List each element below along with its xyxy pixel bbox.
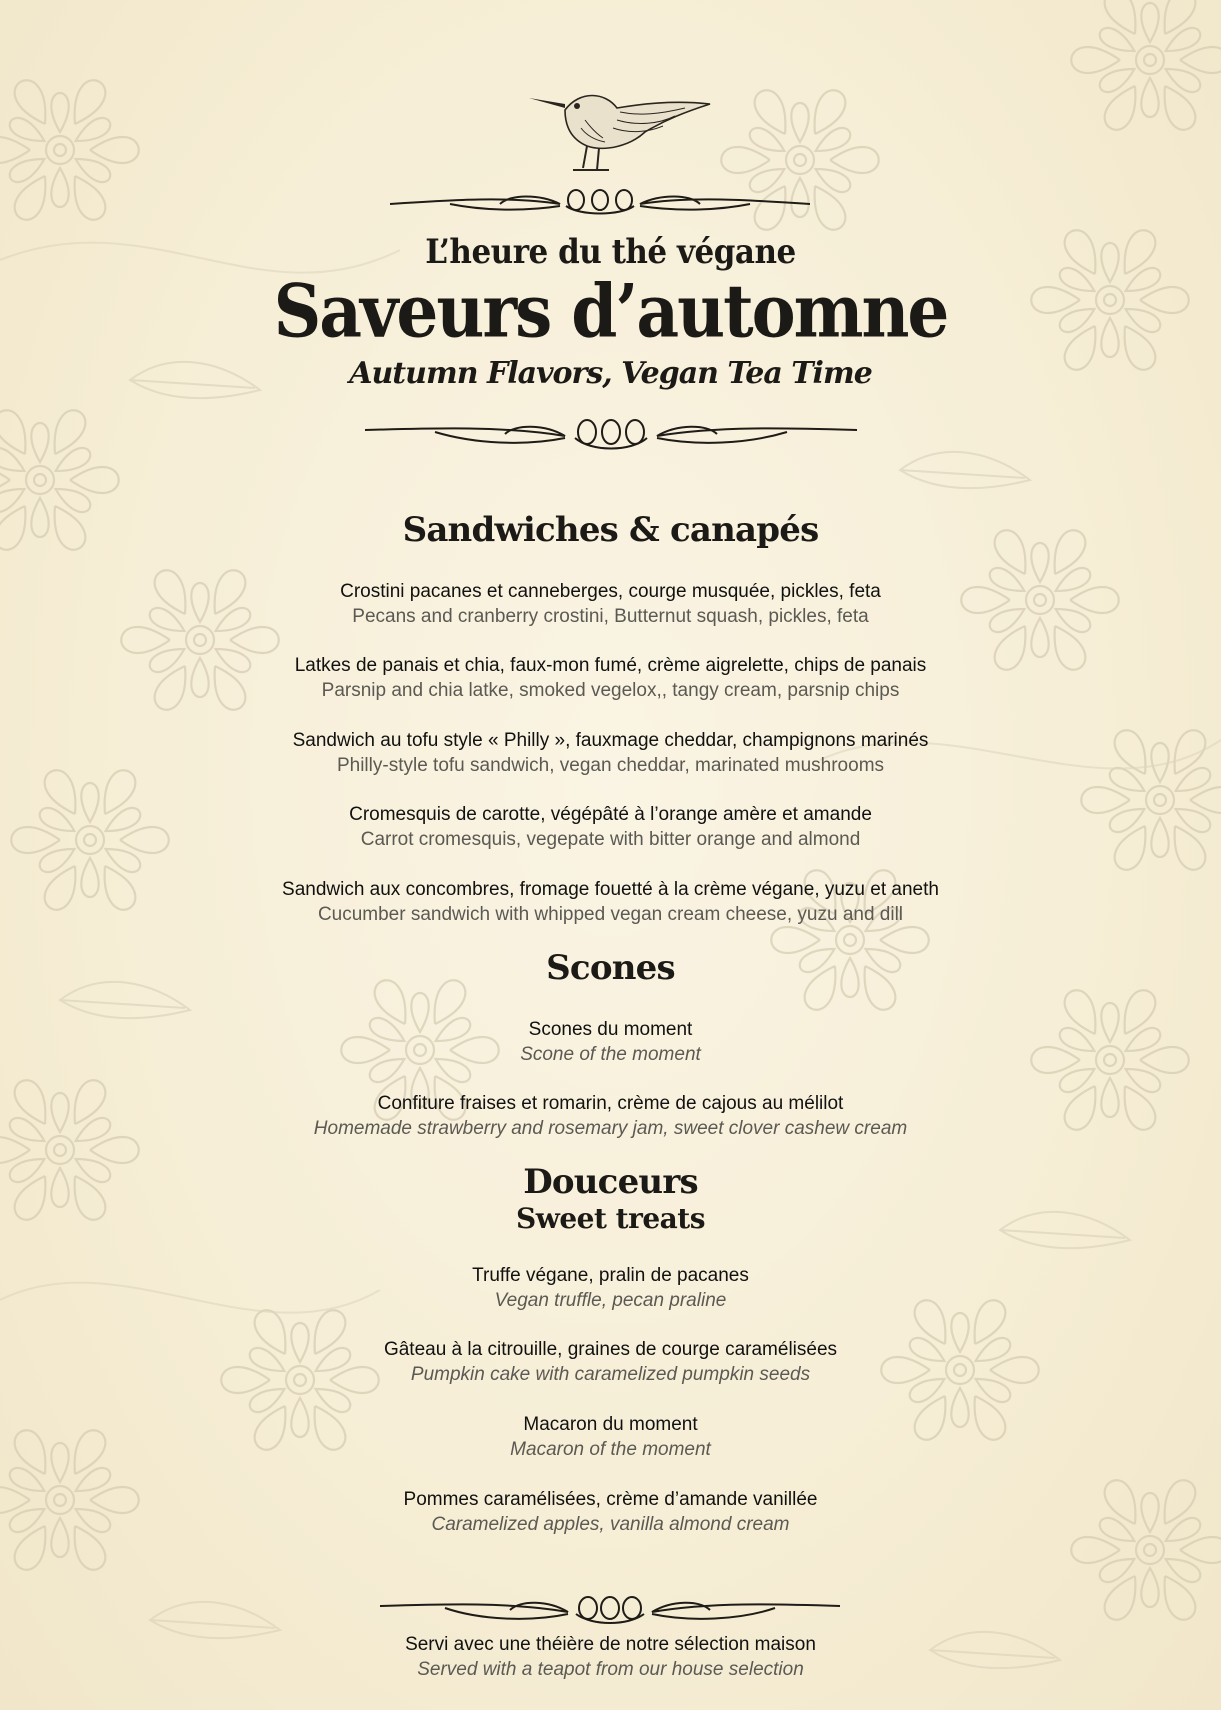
item-name-fr: Truffe végane, pralin de pacanes (472, 1265, 749, 1286)
flourish-divider-title (365, 414, 857, 454)
page-subtitle: Autumn Flavors, Vegan Tea Time (349, 356, 872, 391)
menu-item (0, 729, 1221, 778)
section-title-douceurs: Douceurs (523, 1162, 698, 1202)
item-name-fr: Pommes caramélisées, crème d’amande vanillée (403, 1489, 818, 1510)
menu-item (0, 580, 1221, 629)
menu-item (0, 654, 1221, 703)
item-name-fr: Gâteau à la citrouille, graines de courge caramélisées (383, 1339, 838, 1360)
item-name-fr: Crostini pacanes et canneberges, courge musquée, pickles, feta (340, 581, 881, 602)
menu-item (0, 1018, 1221, 1067)
item-name-en: Vegan truffle, pecan praline (494, 1290, 727, 1311)
item-name-en: Parsnip and chia latke, smoked vegelox,, tangy cream, parsnip chips (321, 680, 900, 701)
item-name-fr: Sandwich au tofu style « Philly », fauxmage cheddar, champignons marinés (292, 730, 929, 751)
item-name-fr: Sandwich aux concombres, fromage fouetté à la crème végane, yuzu et aneth (282, 879, 939, 900)
item-name-en: Cucumber sandwich with whipped vegan cream cheese, yuzu and dill (317, 904, 904, 925)
bird-icon (525, 80, 715, 190)
item-name-fr: Cromesquis de carotte, végépâté à l’orange amère et amande (349, 804, 872, 825)
menu-item (0, 878, 1221, 927)
menu-item (0, 1413, 1221, 1462)
item-name-en: Pumpkin cake with caramelized pumpkin seeds (410, 1364, 811, 1385)
section-title-scones: Scones (546, 948, 675, 988)
section-subtitle-sweet-treats: Sweet treats (516, 1202, 705, 1235)
item-name-fr: Latkes de panais et chia, faux-mon fumé, crème aigrelette, chips de panais (294, 655, 927, 676)
item-name-fr: Confiture fraises et romarin, crème de cajous au mélilot (377, 1093, 844, 1114)
item-name-fr: Scones du moment (528, 1019, 693, 1040)
item-name-en: Scone of the moment (520, 1044, 701, 1065)
page-title: Saveurs d’automne (273, 268, 948, 354)
flourish-divider-bottom (380, 1592, 840, 1628)
item-name-en: Carrot cromesquis, vegepate with bitter orange and almond (360, 829, 861, 850)
footer-en: Served with a teapot from our house selection (417, 1659, 804, 1680)
item-name-en: Macaron of the moment (510, 1439, 711, 1460)
footer-note (0, 1633, 1221, 1682)
item-name-en: Caramelized apples, vanilla almond cream (431, 1514, 790, 1535)
menu-item (0, 803, 1221, 852)
menu-item (0, 1092, 1221, 1141)
menu-item (0, 1338, 1221, 1387)
item-name-en: Homemade strawberry and rosemary jam, sweet clover cashew cream (313, 1118, 908, 1139)
item-name-fr: Macaron du moment (523, 1414, 698, 1435)
menu-item (0, 1488, 1221, 1537)
pre-title: L’heure du thé végane (425, 232, 796, 272)
item-name-en: Philly-style tofu sandwich, vegan cheddar, marinated mushrooms (336, 755, 885, 776)
flourish-divider-top (390, 186, 810, 222)
menu-item (0, 1264, 1221, 1313)
item-name-en: Pecans and cranberry crostini, Butternut squash, pickles, feta (352, 606, 869, 627)
footer-fr: Servi avec une théière de notre sélection maison (405, 1634, 816, 1655)
section-title-sandwiches: Sandwiches & canapés (402, 510, 819, 550)
